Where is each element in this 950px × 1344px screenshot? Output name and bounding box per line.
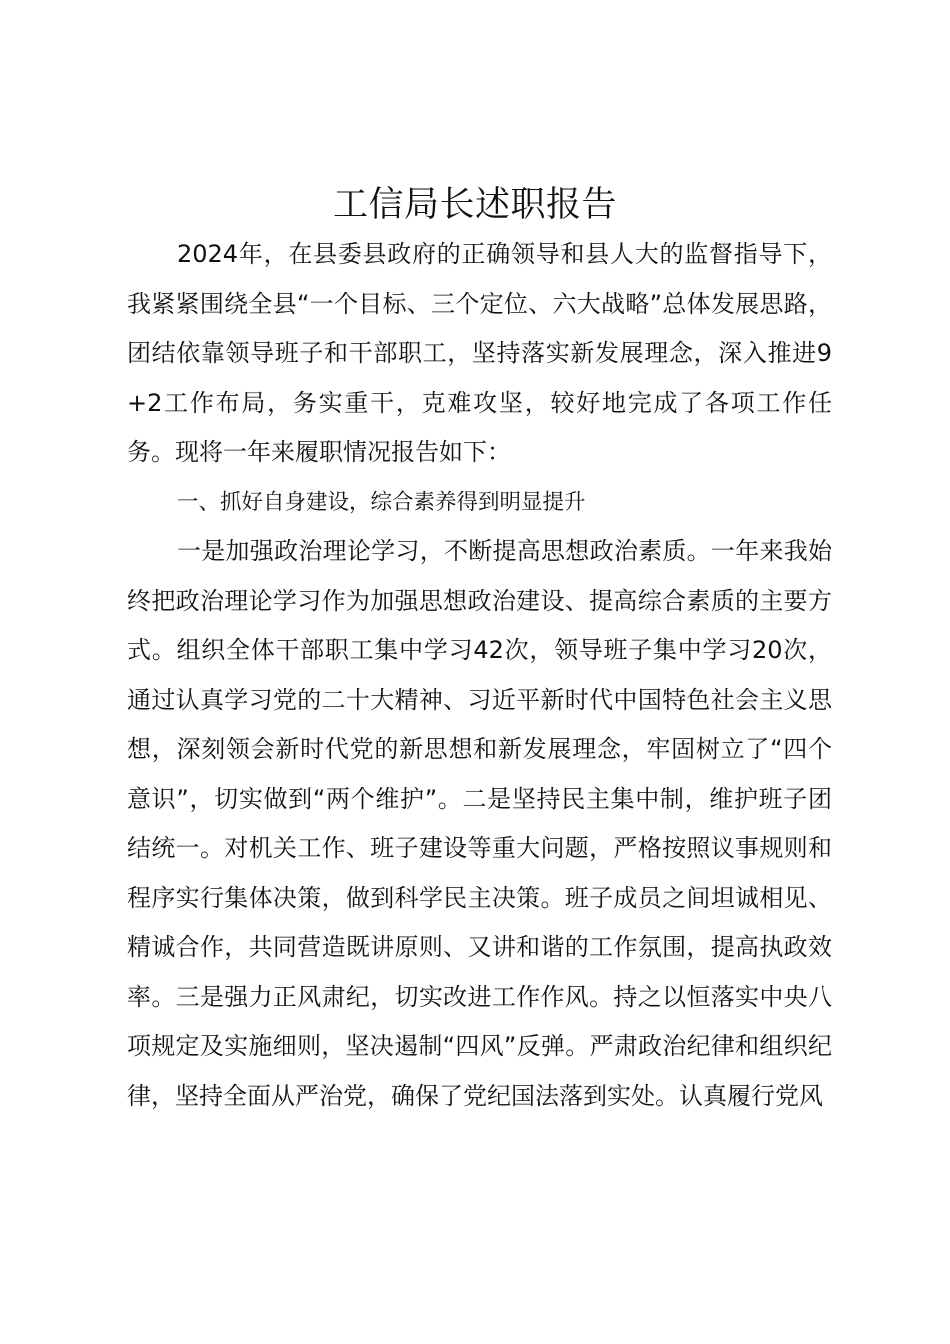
section-heading: 一、抓好自身建设，综合素养得到明显提升 [177,489,586,515]
body-paragraph: 一是加强政治理论学习，不断提高思想政治素质。一年来我始终把政治理论学习作为加强思想政治建设、提高综合素质的主要方式。组织全体干部职工集中学习42次，领导班子集中学习20次，通过认真学习党的二十大精神、习近平新时代中国特色社会主义思想，深刻领会新时代党的新思想和新发展理念，牢固树立了“四个意识”，切实做到“两个维护”。二是坚持民主集中制，维护班子团结统一。对机关工作、班子建设等重大问题，严格按照议事规则和程序实行集体决策，做到科学民主决策。班子成员之间坦诚相见、精诚合作，共同营造既讲原则、又讲和谐的工作氛围，提高执政效率。三是强力正风肃纪，切实改进工作作风。持之以恒落实中央八项规定及实施细则，坚决遏制“四风”反弹。严肃政治纪律和组织纪律，坚持全面从严治党，确保了党纪国法落到实处。认真履行党风 [127,537,832,1110]
intro-paragraph: 2024年，在县委县政府的正确领导和县人大的监督指导下，我紧紧围绕全县“一个目标、三个定位、六大战略”总体发展思路，团结依靠领导班子和干部职工，坚持落实新发展理念，深入推进9+2工作布局，务实重干，克难攻坚，较好地完成了各项工作任务。现将一年来履职情况报告如下： [127,240,832,466]
document-title: 工信局长述职报告 [332,185,617,225]
document-body [127,230,832,1121]
